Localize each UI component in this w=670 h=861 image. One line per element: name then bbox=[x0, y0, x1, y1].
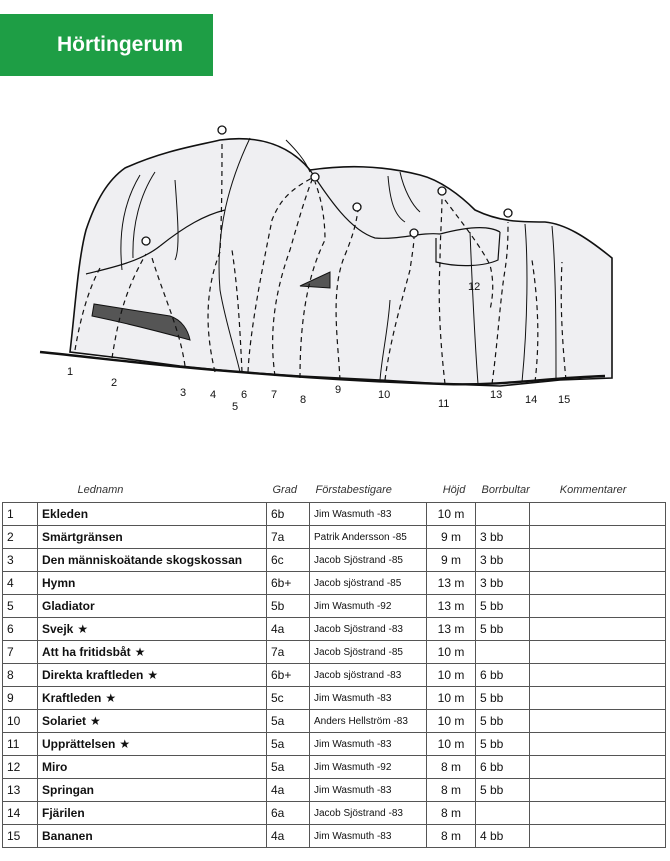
topo-label-15: 15 bbox=[558, 394, 571, 406]
route-height bbox=[427, 733, 476, 756]
route-name bbox=[38, 802, 267, 825]
route-number-text: 13 bbox=[7, 783, 21, 797]
route-grade-text: 5b bbox=[271, 599, 285, 613]
route-number bbox=[3, 756, 38, 779]
route-grade bbox=[267, 572, 310, 595]
route-bolts-text: 5 bb bbox=[480, 622, 504, 636]
route-number bbox=[3, 549, 38, 572]
route-bolts bbox=[476, 779, 530, 802]
route-first-ascent-text: Jacob Sjöstrand -83 bbox=[314, 807, 403, 819]
route-grade-text: 7a bbox=[271, 530, 285, 544]
route-grade bbox=[267, 641, 310, 664]
route-number bbox=[3, 618, 38, 641]
route-height-text: 10 m bbox=[437, 691, 465, 705]
route-name bbox=[38, 756, 267, 779]
route-bolts-text: 5 bb bbox=[480, 691, 504, 705]
header-first-ascent: Förstabestigare bbox=[315, 484, 392, 496]
route-number bbox=[3, 779, 38, 802]
route-first-ascent-text: Jim Wasmuth -83 bbox=[314, 738, 392, 750]
route-bolts-text: 6 bb bbox=[480, 668, 504, 682]
table-row bbox=[3, 641, 666, 664]
route-name-text: Hymn bbox=[42, 576, 76, 590]
route-number-text: 14 bbox=[7, 806, 21, 820]
route-height-text: 13 m bbox=[437, 576, 465, 590]
route-bolts-text: 4 bb bbox=[480, 829, 504, 843]
route-name bbox=[38, 733, 267, 756]
route-height-text: 9 m bbox=[440, 530, 461, 544]
route-name bbox=[38, 618, 267, 641]
route-height-text: 9 m bbox=[440, 553, 461, 567]
header-height: Höjd bbox=[442, 484, 466, 496]
route-comment bbox=[530, 802, 666, 825]
route-grade-text: 4a bbox=[271, 783, 285, 797]
route-grade-text: 6a bbox=[271, 806, 285, 820]
route-first-ascent bbox=[310, 825, 427, 848]
route-bolts bbox=[476, 549, 530, 572]
route-height-text: 10 m bbox=[437, 507, 465, 521]
table-row bbox=[3, 710, 666, 733]
topo-label-3: 3 bbox=[180, 387, 187, 399]
topo-label-8: 8 bbox=[300, 394, 307, 406]
route-name bbox=[38, 710, 267, 733]
route-height-text: 10 m bbox=[437, 668, 465, 682]
route-grade bbox=[267, 526, 310, 549]
route-first-ascent bbox=[310, 572, 427, 595]
crag-title: Hörtingerum bbox=[57, 33, 183, 56]
route-number bbox=[3, 710, 38, 733]
star-icon: ★ bbox=[134, 645, 146, 659]
header-comments: Kommentarer bbox=[559, 484, 627, 496]
route-first-ascent bbox=[310, 687, 427, 710]
route-comment bbox=[530, 825, 666, 848]
topo-label-14: 14 bbox=[525, 394, 538, 406]
crag-title-banner bbox=[0, 14, 213, 76]
route-first-ascent bbox=[310, 779, 427, 802]
route-bolts bbox=[476, 802, 530, 825]
table-row bbox=[3, 618, 666, 641]
route-first-ascent bbox=[310, 526, 427, 549]
route-grade bbox=[267, 733, 310, 756]
route-height bbox=[427, 595, 476, 618]
route-height-text: 10 m bbox=[437, 737, 465, 751]
route-bolts-text: 3 bb bbox=[480, 553, 504, 567]
topo-label-13: 13 bbox=[490, 389, 503, 401]
table-row bbox=[3, 595, 666, 618]
route-comment bbox=[530, 595, 666, 618]
route-height bbox=[427, 549, 476, 572]
route-first-ascent-text: Anders Hellström -83 bbox=[314, 715, 408, 727]
route-number bbox=[3, 687, 38, 710]
route-height-text: 8 m bbox=[440, 760, 461, 774]
route-height-text: 10 m bbox=[437, 714, 465, 728]
route-first-ascent bbox=[310, 664, 427, 687]
route-grade-text: 6c bbox=[271, 553, 284, 567]
route-comment bbox=[530, 733, 666, 756]
routes-table bbox=[2, 478, 666, 848]
topo-label-10: 10 bbox=[378, 389, 391, 401]
route-bolts-text: 3 bb bbox=[480, 530, 504, 544]
route-grade bbox=[267, 802, 310, 825]
route-name-text: Kraftleden bbox=[42, 691, 102, 705]
route-name-text: Bananen bbox=[42, 829, 93, 843]
route-name-text: Ekleden bbox=[42, 507, 89, 521]
route-number bbox=[3, 641, 38, 664]
table-row bbox=[3, 549, 666, 572]
route-height bbox=[427, 664, 476, 687]
route-first-ascent bbox=[310, 549, 427, 572]
route-first-ascent bbox=[310, 802, 427, 825]
star-icon: ★ bbox=[77, 622, 89, 636]
route-comment bbox=[530, 572, 666, 595]
route-grade-text: 6b+ bbox=[271, 576, 292, 590]
route-number bbox=[3, 572, 38, 595]
route-grade bbox=[267, 825, 310, 848]
route-comment bbox=[530, 664, 666, 687]
route-height bbox=[427, 779, 476, 802]
route-number-text: 9 bbox=[7, 691, 14, 705]
table-row bbox=[3, 664, 666, 687]
route-height bbox=[427, 756, 476, 779]
star-icon: ★ bbox=[147, 668, 159, 682]
route-comment bbox=[530, 641, 666, 664]
route-grade-text: 5a bbox=[271, 737, 285, 751]
route-number bbox=[3, 825, 38, 848]
route-number bbox=[3, 595, 38, 618]
route-grade-text: 4a bbox=[271, 829, 285, 843]
route-grade bbox=[267, 687, 310, 710]
route-name bbox=[38, 779, 267, 802]
route-number-text: 7 bbox=[7, 645, 14, 659]
route-bolts bbox=[476, 526, 530, 549]
route-bolts bbox=[476, 825, 530, 848]
route-grade bbox=[267, 503, 310, 526]
table-row bbox=[3, 503, 666, 526]
route-name-text: Upprättelsen bbox=[42, 737, 116, 751]
route-height-text: 8 m bbox=[440, 806, 461, 820]
route-grade-text: 5a bbox=[271, 760, 285, 774]
route-comment bbox=[530, 503, 666, 526]
table-row bbox=[3, 526, 666, 549]
route-grade-text: 5c bbox=[271, 691, 284, 705]
route-height-text: 13 m bbox=[437, 599, 465, 613]
route-first-ascent-text: Jim Wasmuth -92 bbox=[314, 600, 392, 612]
route-bolts-text: 5 bb bbox=[480, 714, 504, 728]
route-first-ascent-text: Jim Wasmuth -83 bbox=[314, 830, 392, 842]
route-name bbox=[38, 526, 267, 549]
route-bolts bbox=[476, 756, 530, 779]
route-comment bbox=[530, 756, 666, 779]
route-number-text: 15 bbox=[7, 829, 21, 843]
route-first-ascent-text: Jacob Sjöstrand -83 bbox=[314, 623, 403, 635]
route-first-ascent bbox=[310, 733, 427, 756]
route-height bbox=[427, 802, 476, 825]
table-row bbox=[3, 756, 666, 779]
route-name bbox=[38, 549, 267, 572]
route-comment bbox=[530, 526, 666, 549]
route-height-text: 8 m bbox=[440, 783, 461, 797]
star-icon: ★ bbox=[119, 737, 131, 751]
route-height bbox=[427, 641, 476, 664]
route-bolts bbox=[476, 710, 530, 733]
route-bolts bbox=[476, 733, 530, 756]
route-name-text: Springan bbox=[42, 783, 95, 797]
route-bolts bbox=[476, 595, 530, 618]
route-grade-text: 7a bbox=[271, 645, 285, 659]
route-bolts bbox=[476, 641, 530, 664]
route-first-ascent bbox=[310, 756, 427, 779]
route-first-ascent bbox=[310, 710, 427, 733]
topo-label-6: 6 bbox=[241, 389, 248, 401]
topo-label-11: 11 bbox=[438, 398, 450, 410]
route-number-text: 12 bbox=[7, 760, 21, 774]
route-height bbox=[427, 618, 476, 641]
route-bolts-text: 5 bb bbox=[480, 737, 504, 751]
topo-label-7: 7 bbox=[271, 389, 278, 401]
route-height bbox=[427, 825, 476, 848]
route-name bbox=[38, 825, 267, 848]
route-height-text: 10 m bbox=[437, 645, 465, 659]
route-name-text: Solariet bbox=[42, 714, 87, 728]
header-nr bbox=[3, 478, 38, 503]
table-row bbox=[3, 687, 666, 710]
route-height bbox=[427, 503, 476, 526]
route-name bbox=[38, 572, 267, 595]
route-height bbox=[427, 687, 476, 710]
route-first-ascent bbox=[310, 595, 427, 618]
route-height-text: 13 m bbox=[437, 622, 465, 636]
topo-label-12: 12 bbox=[468, 281, 481, 293]
route-name bbox=[38, 687, 267, 710]
route-name-text: Den människoätande skogskossan bbox=[42, 553, 243, 567]
route-first-ascent-text: Jacob Sjöstrand -85 bbox=[314, 646, 403, 658]
route-name-text: Gladiator bbox=[42, 599, 95, 613]
route-name bbox=[38, 503, 267, 526]
route-name-text: Fjärilen bbox=[42, 806, 85, 820]
route-grade bbox=[267, 756, 310, 779]
route-height bbox=[427, 526, 476, 549]
table-row bbox=[3, 779, 666, 802]
route-grade bbox=[267, 664, 310, 687]
star-icon: ★ bbox=[105, 691, 117, 705]
route-first-ascent-text: Jacob sjöstrand -85 bbox=[314, 577, 402, 589]
route-bolts-text: 3 bb bbox=[480, 576, 504, 590]
route-first-ascent-text: Jim Wasmuth -83 bbox=[314, 692, 392, 704]
route-number bbox=[3, 664, 38, 687]
route-height bbox=[427, 710, 476, 733]
route-number-text: 8 bbox=[7, 668, 14, 682]
topo-label-4: 4 bbox=[210, 389, 217, 401]
route-name-text: Smärtgränsen bbox=[42, 530, 123, 544]
route-bolts-text: 5 bb bbox=[480, 599, 504, 613]
topo-label-1: 1 bbox=[67, 366, 74, 378]
route-number bbox=[3, 526, 38, 549]
route-height bbox=[427, 572, 476, 595]
route-number-text: 1 bbox=[7, 507, 14, 521]
route-first-ascent-text: Jim Wasmuth -83 bbox=[314, 508, 392, 520]
route-name-text: Att ha fritidsbåt bbox=[42, 645, 131, 659]
route-comment bbox=[530, 618, 666, 641]
route-grade bbox=[267, 618, 310, 641]
route-comment bbox=[530, 687, 666, 710]
header-name: Lednamn bbox=[77, 484, 124, 496]
route-bolts bbox=[476, 503, 530, 526]
route-comment bbox=[530, 710, 666, 733]
route-name-text: Direkta kraftleden bbox=[42, 668, 144, 682]
route-number-text: 5 bbox=[7, 599, 14, 613]
table-row bbox=[3, 733, 666, 756]
route-first-ascent bbox=[310, 503, 427, 526]
route-bolts-text: 6 bb bbox=[480, 760, 504, 774]
route-first-ascent-text: Jim Wasmuth -92 bbox=[314, 761, 392, 773]
route-first-ascent-text: Patrik Andersson -85 bbox=[314, 531, 407, 543]
route-bolts bbox=[476, 618, 530, 641]
route-number bbox=[3, 733, 38, 756]
route-name-text: Svejk bbox=[42, 622, 74, 636]
route-first-ascent bbox=[310, 618, 427, 641]
table-row bbox=[3, 572, 666, 595]
route-grade bbox=[267, 710, 310, 733]
route-number-text: 10 bbox=[7, 714, 21, 728]
table-row bbox=[3, 802, 666, 825]
header-grade: Grad bbox=[272, 484, 297, 496]
table-header-row bbox=[3, 478, 666, 503]
route-bolts-text: 5 bb bbox=[480, 783, 504, 797]
route-grade bbox=[267, 549, 310, 572]
route-name bbox=[38, 641, 267, 664]
route-name-text: Miro bbox=[42, 760, 68, 774]
route-grade bbox=[267, 595, 310, 618]
header-bolts: Borrbultar bbox=[481, 484, 530, 496]
route-first-ascent-text: Jim Wasmuth -83 bbox=[314, 784, 392, 796]
route-grade bbox=[267, 779, 310, 802]
route-bolts bbox=[476, 664, 530, 687]
topo-label-5: 5 bbox=[232, 401, 239, 413]
route-bolts bbox=[476, 572, 530, 595]
route-grade-text: 4a bbox=[271, 622, 285, 636]
topo-label-2: 2 bbox=[111, 377, 118, 389]
route-grade-text: 5a bbox=[271, 714, 285, 728]
route-comment bbox=[530, 549, 666, 572]
route-number-text: 2 bbox=[7, 530, 14, 544]
route-first-ascent-text: Jacob sjöstrand -83 bbox=[314, 669, 402, 681]
star-icon: ★ bbox=[90, 714, 101, 728]
table-row bbox=[3, 825, 666, 848]
route-comment bbox=[530, 779, 666, 802]
crag-topo-drawing bbox=[0, 100, 670, 430]
route-number-text: 11 bbox=[7, 737, 20, 751]
route-name bbox=[38, 664, 267, 687]
route-number-text: 3 bbox=[7, 553, 14, 567]
route-bolts bbox=[476, 687, 530, 710]
route-grade-text: 6b bbox=[271, 507, 285, 521]
route-first-ascent-text: Jacob Sjöstrand -85 bbox=[314, 554, 403, 566]
route-height-text: 8 m bbox=[440, 829, 461, 843]
route-number-text: 6 bbox=[7, 622, 14, 636]
topo-label-9: 9 bbox=[335, 384, 342, 396]
route-grade-text: 6b+ bbox=[271, 668, 292, 682]
route-name bbox=[38, 595, 267, 618]
route-first-ascent bbox=[310, 641, 427, 664]
rock-outline bbox=[70, 139, 612, 386]
route-number bbox=[3, 802, 38, 825]
route-number-text: 4 bbox=[7, 576, 14, 590]
route-number bbox=[3, 503, 38, 526]
